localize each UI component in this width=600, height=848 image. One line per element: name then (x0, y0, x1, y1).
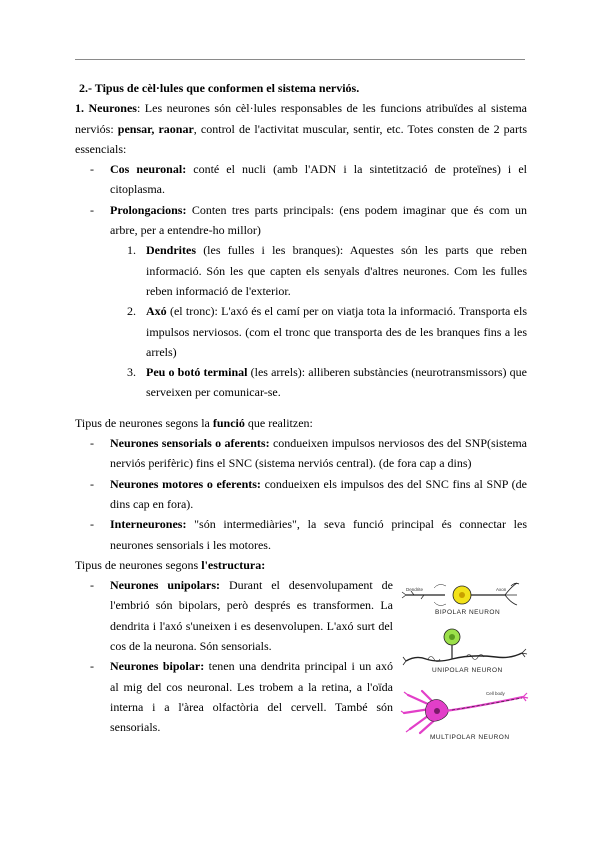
bipolar-caption: BIPOLAR NEURON (435, 609, 501, 616)
multipolar-neuron-illustration (401, 691, 528, 741)
prolongations-list (110, 240, 527, 402)
neuron-types-figure (400, 573, 530, 743)
cell-body-label: Cell body (486, 691, 505, 696)
axon-label: Axon (496, 587, 507, 592)
list-item: 1. Dendrites (les fulles i les branques): Aquestes són les parts que reben informació. Són les que capten els senyals d'altres neurones. Com les fulles reben informació de l'exterior. (127, 243, 527, 298)
function-types-list (75, 433, 527, 555)
neurones-paragraph: 1. Neurones: Les neurones són cèl·lules responsables de les funcions atribuïdes al sistema nerviós: pensar, raonar, control de l'activitat muscular, sentir, etc. Totes consten de 2 parts essencials: (75, 101, 528, 156)
list-item: - Cos neuronal: conté el nucli (amb l'ADN i la sintetització de proteïnes) i el citoplasma. (90, 162, 527, 197)
section-heading: 2.- Tipus de cèl·lules que conformen el sistema nerviós. (79, 81, 360, 95)
list-item: - Neurones sensorials o aferents: condueixen impulsos nerviosos des del SNP(sistema nerviós perifèric) fins el SNC (sistema nerviós central). (de fora cap a dins) (90, 436, 527, 471)
multipolar-caption: MULTIPOLAR NEURON (430, 734, 510, 741)
list-item: - Neurones unipolars: Durant el desenvolupament de l'embrió són bipolars, però després es transformen. La dendrita i l'axó s'uneixen i es desenvolupen. L'axó surt del cos de la neurona. Són sensorials. (90, 578, 393, 654)
unipolar-neuron-illustration (403, 629, 527, 674)
function-intro: Tipus de neurones segons la funció que realitzen: (75, 415, 313, 430)
structure-types-list (75, 575, 393, 737)
neuron-diagram (400, 573, 530, 743)
dendrite-label: Dendrite (406, 587, 424, 592)
bipolar-neuron-illustration (402, 583, 519, 616)
unipolar-caption: UNIPOLAR NEURON (432, 667, 503, 674)
list-item: - Neurones motores o eferents: condueixen els impulsos des del SNC fins al SNP (de dins cap en fora). (90, 476, 527, 511)
structure-intro: Tipus de neurones segons l'estructura: (75, 557, 266, 572)
list-item: - Interneurones: "són intermediàries", la seva funció principal és connectar les neurones sensorials i les motores. (90, 517, 527, 552)
list-item: 3. Peu o botó terminal (les arrels): alliberen substàncies (neurotransmissors) que serveixen per comunicar-se. (127, 365, 527, 400)
list-item: - Prolongacions: Conten tres parts principals: (ens podem imaginar que és com un arbre, per a entendre-ho millor) (90, 202, 527, 238)
neurones-label: 1. Neurones (75, 101, 137, 116)
header-rule (75, 59, 525, 60)
list-item: 2. Axó (el tronc): L'axó és el camí per on viatja tota la informació. Transporta els impulsos nerviosos. (com el tronc que transporta des de les branques fins a les arrels) (127, 304, 527, 359)
neuron-parts-list (75, 159, 527, 240)
list-item: - Neurones bipolar: tenen una dendrita principal i un axó al mig del cos neuronal. Les trobem a la retina, a l'oïda interna i a l'àrea olfactòria del cervell. També són sensorials. (90, 659, 393, 735)
